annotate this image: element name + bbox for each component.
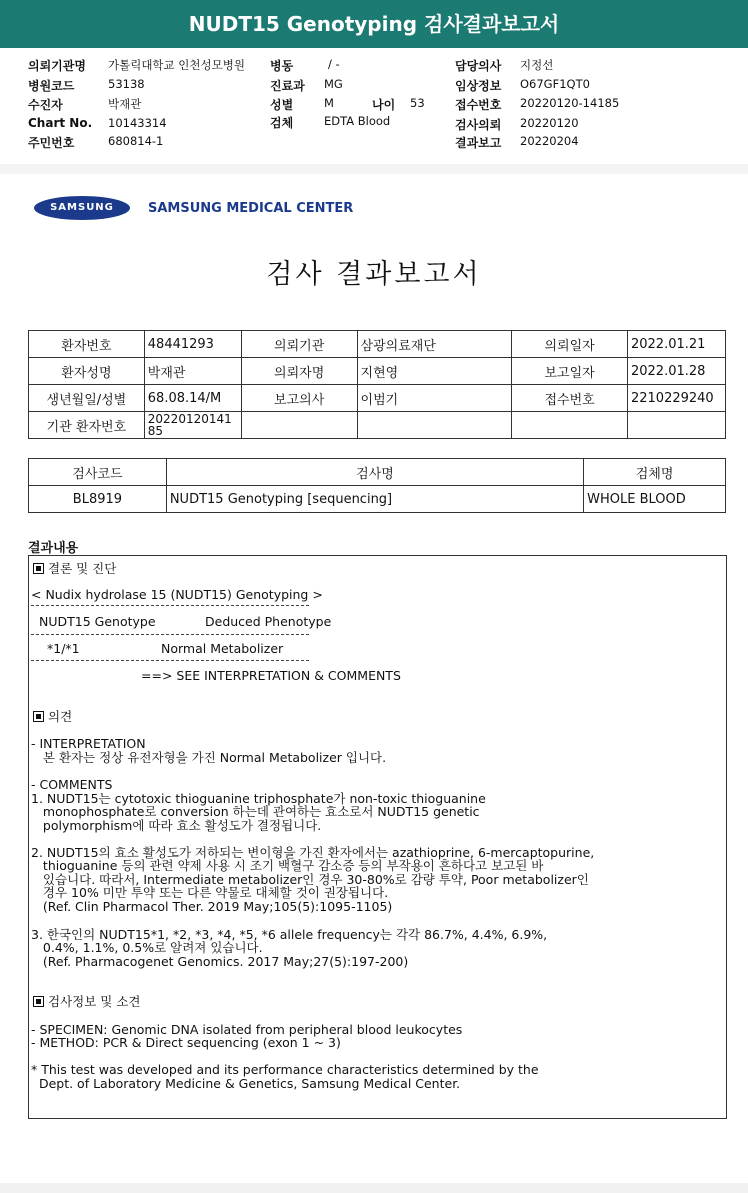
opinion-heading-text: 의견 (48, 709, 73, 724)
clinical-value: O67GF1QT0 (520, 77, 590, 91)
table-cell: 이범기 (357, 385, 512, 412)
specimen-line: - SPECIMEN: Genomic DNA isolated from peripheral blood leukocytes (31, 1022, 463, 1037)
opinion-heading (33, 710, 72, 723)
report-title-bar (0, 0, 748, 48)
patient-header (0, 50, 748, 165)
table-cell: 삼광의료재단 (357, 331, 512, 358)
table-row (29, 331, 726, 358)
sex-value: M (324, 96, 334, 110)
ward-value: / - (328, 57, 340, 71)
interpretation-text: 본 환자는 정상 유전자형을 가진 Normal Metabolizer 입니다. (31, 750, 387, 765)
table-row (29, 358, 726, 385)
receipt-value: 20220120-14185 (520, 96, 620, 110)
table-cell: 2210229240 (627, 385, 725, 412)
dashed-divider (31, 634, 309, 635)
conclusion-heading-text: 결론 및 진단 (48, 561, 117, 576)
inst-patient-no-line2: 85 (147, 424, 164, 438)
samsung-logo-oval: SAMSUNG (34, 196, 130, 220)
table-cell: WHOLE BLOOD (584, 486, 726, 513)
table-cell (627, 412, 725, 439)
table-cell (144, 412, 241, 439)
req-date-value: 20220120 (520, 116, 579, 130)
square-bullet-icon (33, 711, 44, 722)
table-cell: BL8919 (29, 486, 167, 513)
comment-line: monophosphate로 conversion 하는데 관여하는 효소로서 NUDT15 genetic (31, 804, 480, 819)
table-cell (512, 412, 628, 439)
age-value: 53 (410, 96, 425, 110)
dept-label: 진료과 (270, 79, 305, 93)
id-label: 주민번호 (28, 136, 75, 150)
table-row (29, 459, 726, 486)
hosp-code-label: 병원코드 (28, 79, 75, 93)
comment-line: polymorphism에 따라 효소 활성도가 결정됩니다. (31, 818, 322, 833)
comment-line: (Ref. Clin Pharmacol Ther. 2019 May;105(5):1095-1105) (31, 899, 393, 914)
patient-value: 박재관 (108, 97, 142, 111)
comment-line: 2. NUDT15의 효소 활성도가 저하되는 변이형을 가진 환자에서는 azathioprine, 6-mercaptopurine, (31, 845, 595, 860)
square-bullet-icon (33, 996, 44, 1007)
conclusion-heading (33, 562, 116, 575)
hosp-code-value: 53138 (108, 77, 145, 91)
specimen-label: 검체 (270, 116, 294, 130)
table-cell: 환자번호 (29, 331, 145, 358)
square-bullet-icon (33, 563, 44, 574)
table-cell (357, 412, 512, 439)
id-value: 680814-1 (108, 134, 164, 148)
header-separator (0, 164, 748, 174)
comments-title: - COMMENTS (31, 777, 113, 792)
see-interpretation: ==> SEE INTERPRETATION & COMMENTS (141, 668, 401, 683)
dept-value: MG (324, 77, 343, 91)
info-heading-text: 검사정보 및 소견 (48, 994, 141, 1009)
table-cell: NUDT15 Genotyping [sequencing] (166, 486, 583, 513)
test-table (28, 458, 726, 513)
method-line: - METHOD: PCR & Direct sequencing (exon 1 ~ 3) (31, 1035, 341, 1050)
comment-line: 있습니다. 따라서, Intermediate metabolizer인 경우 30-80%로 감량 투약, Poor metabolizer인 (31, 872, 589, 887)
table-header: 검사코드 (29, 459, 167, 486)
table-cell: 접수번호 (512, 385, 628, 412)
table-cell: 68.08.14/M (144, 385, 241, 412)
comment-line: 1. NUDT15는 cytotoxic thioguanine triphosphate가 non-toxic thioguanine (31, 791, 486, 806)
col-phenotype: Deduced Phenotype (205, 614, 332, 629)
gene-title: < Nudix hydrolase 15 (NUDT15) Genotyping > (31, 587, 323, 602)
table-header: 검사명 (166, 459, 583, 486)
result-date-value: 20220204 (520, 134, 579, 148)
specimen-value: EDTA Blood (324, 114, 391, 128)
inst-patient-no-line1: 20220120141 (147, 412, 232, 426)
info-heading (33, 995, 140, 1008)
table-row (29, 412, 726, 439)
table-cell: 보고일자 (512, 358, 628, 385)
chart-value: 10143314 (108, 116, 167, 130)
table-cell: 2022.01.21 (627, 331, 725, 358)
req-org-label: 의뢰기관명 (28, 59, 86, 73)
sex-label: 성별 (270, 98, 294, 112)
report-title: NUDT15 Genotyping 검사결과보고서 (188, 12, 560, 36)
dashed-divider (31, 605, 309, 606)
note-line: Dept. of Laboratory Medicine & Genetics, Samsung Medical Center. (31, 1076, 461, 1091)
footer-bar (0, 1183, 748, 1193)
dashed-divider (31, 660, 309, 661)
table-cell: 48441293 (144, 331, 241, 358)
document-title: 검사 결과보고서 (266, 259, 482, 290)
ward-label: 병동 (270, 59, 294, 73)
interpretation-title: - INTERPRETATION (31, 736, 146, 751)
comment-line: (Ref. Pharmacogenet Genomics. 2017 May;27(5):197-200) (31, 954, 409, 969)
comment-line: thioguanine 등의 관련 약제 사용 시 조기 백혈구 감소증 등의 부작용이 흔하다고 보고된 바 (31, 858, 544, 873)
table-cell (241, 412, 357, 439)
table-cell: 의뢰기관 (241, 331, 357, 358)
table-row (29, 385, 726, 412)
table-cell: 의뢰자명 (241, 358, 357, 385)
patient-info-table (28, 330, 726, 439)
table-cell: 의뢰일자 (512, 331, 628, 358)
result-date-label: 결과보고 (455, 136, 502, 150)
table-cell: 지현영 (357, 358, 512, 385)
req-org-value: 가톨릭대학교 인천성모병원 (108, 58, 245, 72)
comment-line: 경우 10% 미만 투약 또는 다른 약물로 대체할 것이 권장됩니다. (31, 885, 389, 900)
samsung-logo (34, 196, 130, 220)
center-name: SAMSUNG MEDICAL CENTER (148, 201, 354, 216)
comment-line: 3. 한국인의 NUDT15*1, *2, *3, *4, *5, *6 allele frequency는 각각 86.7%, 4.4%, 6.9%, (31, 927, 548, 942)
table-cell: 기관 환자번호 (29, 412, 145, 439)
note-line: * This test was developed and its performance characteristics determined by the (31, 1062, 539, 1077)
table-cell: 환자성명 (29, 358, 145, 385)
patient-label: 수진자 (28, 98, 63, 112)
table-cell: 박재관 (144, 358, 241, 385)
table-row (29, 486, 726, 513)
phenotype-value: Normal Metabolizer (161, 641, 284, 656)
col-genotype: NUDT15 Genotype (39, 614, 156, 629)
table-header: 검체명 (584, 459, 726, 486)
chart-label: Chart No. (28, 116, 93, 130)
table-cell: 2022.01.28 (627, 358, 725, 385)
table-cell: 생년월일/성별 (29, 385, 145, 412)
results-heading: 결과내용 (28, 541, 79, 556)
receipt-label: 접수번호 (455, 98, 502, 112)
comment-line: 0.4%, 1.1%, 0.5%로 알려져 있습니다. (31, 940, 263, 955)
results-box (28, 555, 727, 1119)
req-date-label: 검사의뢰 (455, 118, 502, 132)
genotype-value: *1/*1 (47, 641, 80, 656)
doctor-value: 지정선 (520, 58, 554, 72)
age-label: 나이 (372, 98, 396, 112)
clinical-label: 임상정보 (455, 79, 502, 93)
doctor-label: 담당의사 (455, 59, 502, 73)
table-cell: 보고의사 (241, 385, 357, 412)
